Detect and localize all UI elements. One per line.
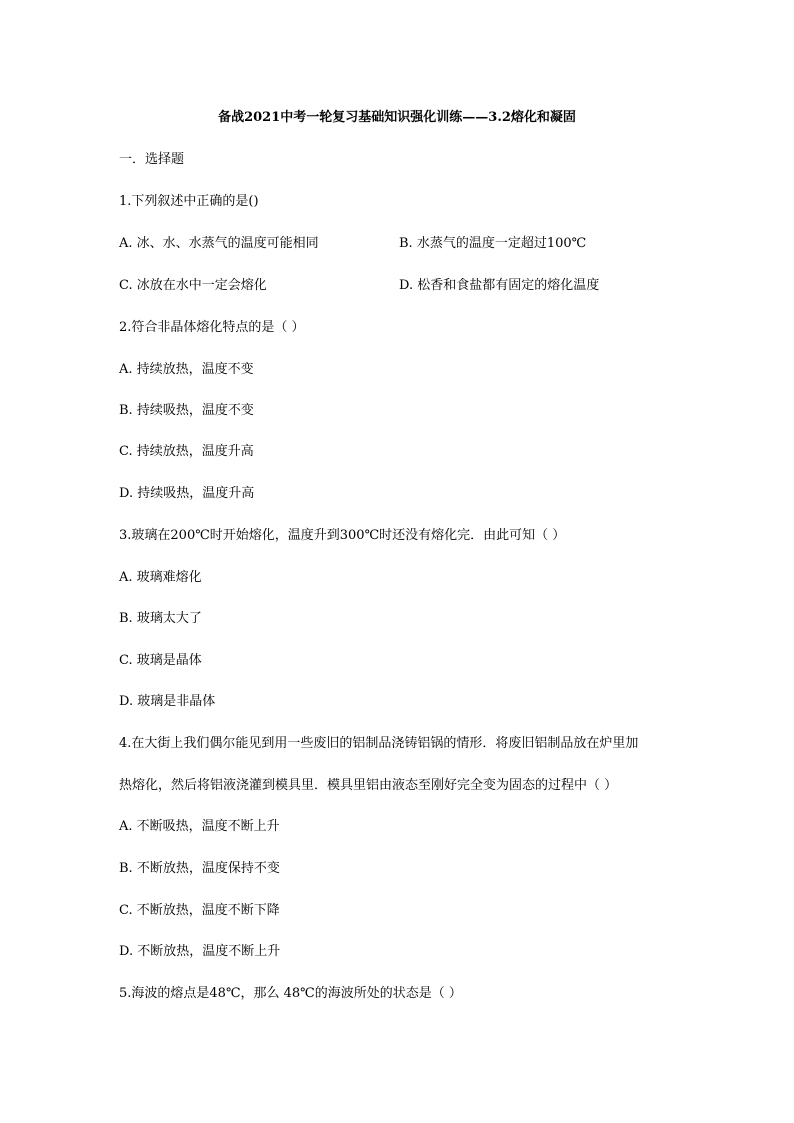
- question-1-stem: 1.下列叙述中正确的是(): [119, 194, 259, 209]
- question-3-stem: 3.玻璃在200℃时开始熔化，温度升到300℃时还没有熔化完．由此可知（ ）: [119, 528, 566, 543]
- question-2-option-b: B. 持续吸热，温度不变: [119, 403, 254, 418]
- question-2-option-d: D. 持续吸热，温度升高: [119, 486, 255, 501]
- question-3-option-b: B. 玻璃太大了: [119, 611, 202, 626]
- question-3-option-d: D. 玻璃是非晶体: [119, 694, 216, 709]
- question-4-option-d: D. 不断放热，温度不断上升: [119, 944, 281, 959]
- question-4-option-c: C. 不断放热，温度不断下降: [119, 903, 280, 918]
- question-3-option-a: A. 玻璃难熔化: [119, 570, 202, 585]
- question-1-option-b: B. 水蒸气的温度一定超过100℃: [399, 236, 587, 251]
- question-3-option-c: C. 玻璃是晶体: [119, 653, 202, 668]
- question-2-option-c: C. 持续放热，温度升高: [119, 444, 254, 459]
- question-5-stem: 5.海波的熔点是48℃，那么 48℃的海波所处的状态是（ ）: [119, 986, 462, 1001]
- question-4-option-a: A. 不断吸热，温度不断上升: [119, 819, 280, 834]
- question-2-option-a: A. 持续放热，温度不变: [119, 362, 254, 377]
- question-1-option-d: D. 松香和食盐都有固定的熔化温度: [399, 278, 600, 293]
- question-4-stem-line-1: 4.在大街上我们偶尔能见到用一些废旧的铝制品浇铸铝锅的情形．将废旧铝制品放在炉里加: [119, 736, 639, 751]
- question-4-option-b: B. 不断放热，温度保持不变: [119, 861, 280, 876]
- question-1-option-c: C. 冰放在水中一定会熔化: [119, 278, 267, 293]
- question-4-stem-line-2: 热熔化，然后将铝液浇灌到模具里．模具里铝由液态至刚好完全变为固态的过程中（ ）: [119, 778, 618, 793]
- question-2-stem: 2.符合非晶体熔化特点的是（ ）: [119, 320, 305, 335]
- question-1-option-a: A. 冰、水、水蒸气的温度可能相同: [119, 236, 319, 251]
- document-title: 备战2021中考一轮复习基础知识强化训练——3.2熔化和凝固: [218, 110, 576, 125]
- section-heading: 一．选择题: [119, 152, 185, 167]
